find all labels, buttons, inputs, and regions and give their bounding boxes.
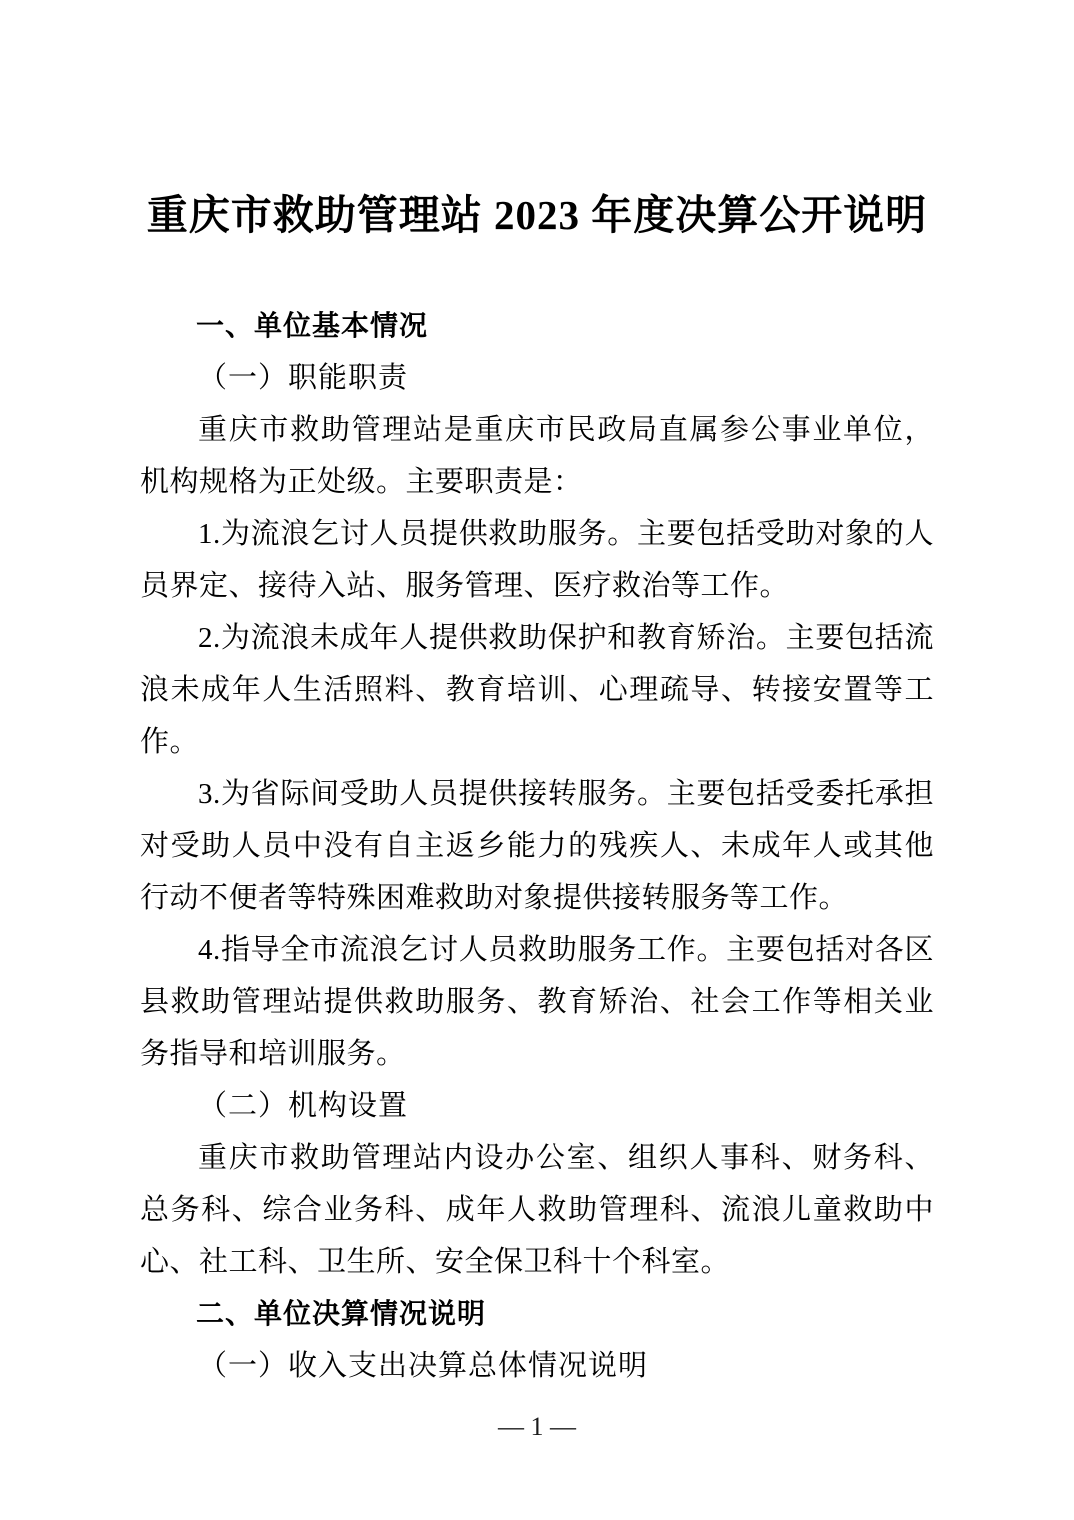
paragraph-duty-2: 2.为流浪未成年人提供救助保护和教育矫治。主要包括流浪未成年人生活照料、教育培训、心理疏导、转接安置等工作。 bbox=[140, 622, 934, 758]
paragraph-duty-3: 3.为省际间受助人员提供接转服务。主要包括受委托承担对受助人员中没有自主返乡能力的残疾人、未成年人或其他行动不便者等特殊困难救助对象提供接转服务等工作。 bbox=[140, 778, 934, 914]
subsection-heading-functions-duties: （一）职能职责 bbox=[198, 362, 409, 394]
page-number: — 1 — bbox=[498, 1412, 576, 1441]
section-heading-unit-basic-info: 一、单位基本情况 bbox=[196, 310, 429, 341]
subsection-heading-organization-setup: （二）机构设置 bbox=[198, 1090, 409, 1122]
paragraph-duty-1: 1.为流浪乞讨人员提供救助服务。主要包括受助对象的人员界定、接待入站、服务管理、医疗救治等工作。 bbox=[140, 518, 934, 602]
subsection-heading-income-expenditure-overview: （一）收入支出决算总体情况说明 bbox=[198, 1350, 649, 1382]
document-body bbox=[140, 300, 934, 1392]
paragraph-unit-overview: 重庆市救助管理站是重庆市民政局直属参公事业单位，机构规格为正处级。主要职责是： bbox=[140, 414, 934, 498]
paragraph-organization-departments: 重庆市救助管理站内设办公室、组织人事科、财务科、总务科、综合业务科、成年人救助管理科、流浪儿童救助中心、社工科、卫生所、安全保卫科十个科室。 bbox=[140, 1142, 934, 1278]
document-title: 重庆市救助管理站 2023 年度决算公开说明 bbox=[146, 192, 928, 238]
section-heading-final-accounts: 二、单位决算情况说明 bbox=[196, 1298, 487, 1329]
paragraph-duty-4: 4.指导全市流浪乞讨人员救助服务工作。主要包括对各区县救助管理站提供救助服务、教育矫治、社会工作等相关业务指导和培训服务。 bbox=[140, 934, 934, 1070]
